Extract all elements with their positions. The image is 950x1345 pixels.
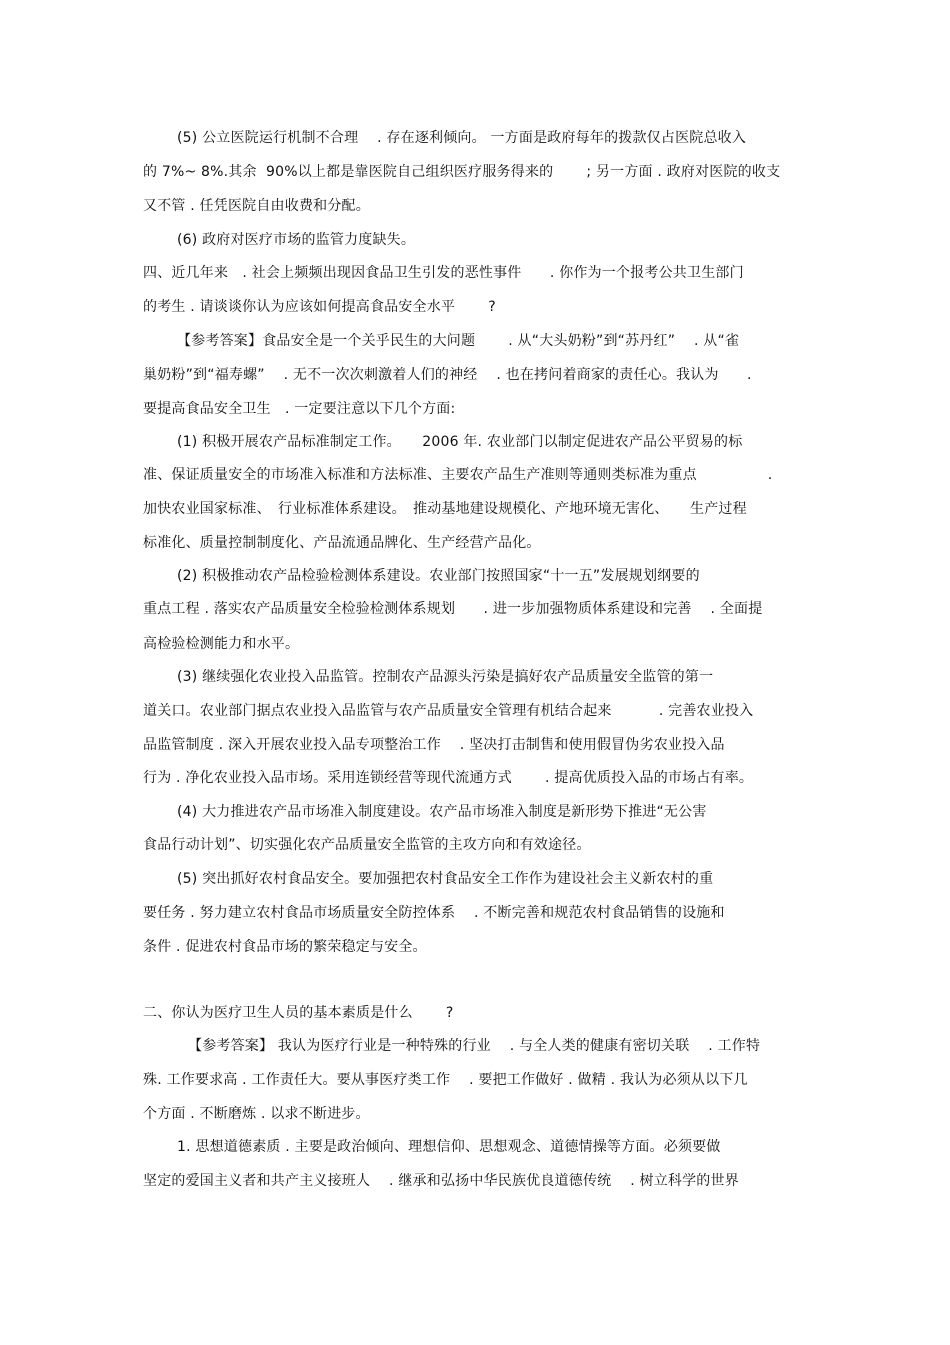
- text-line: 个方面 . 不断磨炼 . 以求不断进步。: [143, 1106, 370, 1122]
- text-line: 加快农业国家标准、 行业标准体系建设。 推动基地建设规模化、产地环境无害化、 生产过程: [143, 501, 747, 517]
- text-line: 坚定的爱国主义者和共产主义接班人 . 继承和弘扬中华民族优良道德传统 . 树立科学的世界: [143, 1173, 739, 1189]
- section-heading: 四、近几年来 . 社会上频频出现因食品卫生引发的恶性事件 . 你作为一个报考公共卫生部门: [143, 265, 744, 281]
- reference-answer: 【参考答案】 我认为医疗行业是一种特殊的行业 . 与全人类的健康有密切关联 . 工作特: [188, 1038, 761, 1054]
- text-line: 品监管制度 . 深入开展农业投入品专项整治工作 . 坚决打击制售和使用假冒伪劣农业投入品: [143, 737, 725, 753]
- text-line: (5) 公立医院运行机制不合理 . 存在逐利倾向。 一方面是政府每年的拨款仅占医院总收入: [177, 130, 747, 146]
- text-line: 又不管 . 任凭医院自由收费和分配。: [143, 198, 370, 214]
- text-line: 重点工程 . 落实农产品质量安全检验检测体系规划 . 进一步加强物质体系建设和完善 . 全面提: [143, 601, 763, 617]
- text-line: (2) 积极推动农产品检验检测体系建设。农业部门按照国家“十一五”发展规划纲要的: [177, 568, 700, 584]
- text-line: 的考生 . 请谈谈你认为应该如何提高食品安全水平 ?: [143, 299, 496, 315]
- text-line: 食品行动计划”、切实强化农产品质量安全监管的主攻方向和有效途径。: [143, 837, 591, 853]
- text-line: 道关口。农业部门据点农业投入品监管与农产品质量安全管理有机结合起来 . 完善农业投入: [143, 703, 754, 719]
- text-line: 条件 . 促进农村食品市场的繁荣稳定与安全。: [143, 939, 427, 955]
- text-line: (3) 继续强化农业投入品监管。控制农产品源头污染是搞好农产品质量安全监管的第一: [177, 669, 714, 685]
- text-line: (4) 大力推进农产品市场准入制度建设。农产品市场准入制度是新形势下推进“无公害: [177, 804, 707, 820]
- text-line: (6) 政府对医疗市场的监管力度缺失。: [177, 232, 416, 248]
- text-line: (1) 积极开展农产品标准制定工作。 2006 年. 农业部门以制定促进农产品公平贸易的标: [177, 434, 743, 450]
- text-line: 要提高食品安全卫生 . 一定要注意以下几个方面:: [143, 401, 456, 417]
- text-line: 行为 . 净化农业投入品市场。采用连锁经营等现代流通方式 . 提高优质投入品的市场占有率。: [143, 770, 754, 786]
- text-line: 准、保证质量安全的市场准入标准和方法标准、主要农产品生产准则等通则类标准为重点 .: [143, 467, 773, 483]
- reference-answer: 【参考答案】食品安全是一个关乎民生的大问题 . 从“大头奶粉”到“苏丹红” . 从“雀: [177, 333, 740, 349]
- text-line: (5) 突出抓好农村食品安全。要加强把农村食品安全工作作为建设社会主义新农村的重: [177, 871, 714, 887]
- text-line: 的 7%~ 8%.其余 90%以上都是靠医院自己组织医疗服务得来的 ; 另一方面 . 政府对医院的收支: [143, 164, 781, 180]
- text-line: 1. 思想道德素质 . 主要是政治倾向、理想信仰、思想观念、道德情操等方面。必须要做: [177, 1139, 721, 1155]
- text-line: 殊. 工作要求高 . 工作责任大。要从事医疗类工作 . 要把工作做好 . 做精 . 我认为必须从以下几: [143, 1072, 748, 1088]
- text-line: 标准化、质量控制制度化、产品流通品牌化、生产经营产品化。: [143, 535, 541, 551]
- section-heading: 二、你认为医疗卫生人员的基本素质是什么 ?: [143, 1005, 454, 1021]
- text-line: 要任务 . 努力建立农村食品市场质量安全防控体系 . 不断完善和规范农村食品销售的设施和: [143, 905, 725, 921]
- text-line: 高检验检测能力和水平。: [143, 636, 300, 652]
- text-line: 巢奶粉”到“福寿螺” . 无不一次次刺激着人们的神经 . 也在拷问着商家的责任心。我认为 .: [143, 367, 752, 383]
